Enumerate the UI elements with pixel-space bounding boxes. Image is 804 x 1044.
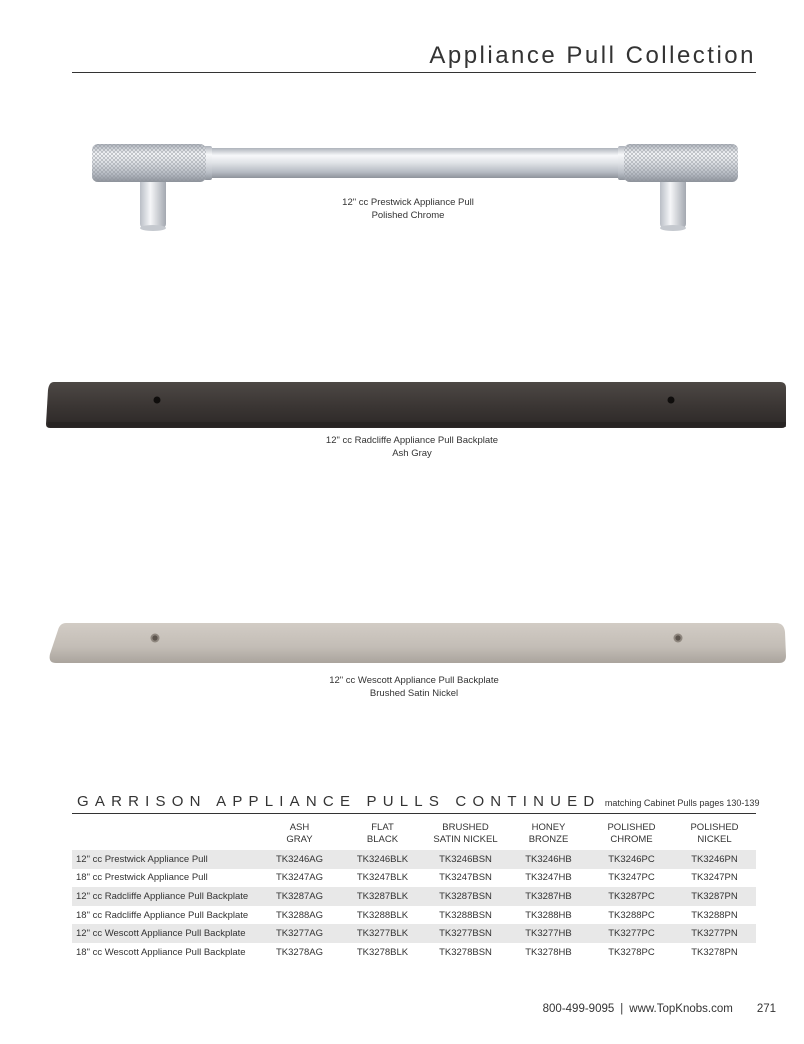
page-number: 271	[756, 1003, 776, 1015]
sku-cell: TK3246PN	[673, 850, 756, 869]
sku-cell: TK3287BLK	[341, 887, 424, 906]
phone-number: 800-499-9095	[542, 1003, 615, 1015]
sku-cell: TK3278PC	[608, 946, 655, 958]
sku-cell: TK3287HB	[507, 887, 590, 906]
header-blank	[72, 822, 258, 850]
sku-cell: TK3278HB	[525, 946, 572, 958]
sku-cell: TK3278BLK	[356, 946, 409, 958]
section-divider	[72, 813, 756, 814]
sku-cell: TK3246AG	[258, 850, 341, 869]
sku-cell: TK3246HB	[507, 850, 590, 869]
product-caption-prestwick	[208, 196, 608, 222]
sku-cell: TK3277PN	[673, 924, 756, 943]
sku-cell: TK3287BSN	[424, 887, 507, 906]
caption-finish: Ash Gray	[392, 448, 432, 459]
section-note: matching Cabinet Pulls pages 130-139	[604, 798, 760, 808]
sku-cell: TK3278BSN	[439, 946, 492, 958]
sku-cell: TK3277BLK	[341, 924, 424, 943]
caption-name: 12" cc Prestwick Appliance Pull	[342, 197, 474, 208]
sku-cell: TK3288PN	[691, 909, 738, 921]
row-product-name: 12" cc Radcliffe Appliance Pull Backplate	[72, 887, 258, 906]
sku-cell: TK3247BLK	[356, 872, 409, 884]
sku-cell: TK3288BLK	[356, 909, 409, 921]
sku-cell: TK3287PN	[673, 887, 756, 906]
caption-name: 12" cc Radcliffe Appliance Pull Backplate	[325, 435, 499, 446]
table-row	[72, 869, 756, 888]
sku-cell: TK3288PC	[608, 909, 655, 921]
sku-cell: TK3247PN	[691, 872, 738, 884]
column-header: POLISHED NICKEL	[690, 822, 739, 845]
sku-cell: TK3287AG	[258, 887, 341, 906]
column-header: BRUSHED SATIN NICKEL	[433, 822, 498, 845]
sku-cell: TK3247AG	[276, 872, 323, 884]
footer-separator: |	[620, 1003, 624, 1015]
column-header: POLISHED CHROME	[607, 822, 656, 845]
sku-cell: TK3277PC	[590, 924, 673, 943]
row-product-name: 18" cc Radcliffe Appliance Pull Backplate	[76, 909, 249, 921]
table-row	[72, 887, 756, 906]
caption-finish: Brushed Satin Nickel	[369, 688, 459, 699]
sku-cell: TK3278PN	[691, 946, 738, 958]
table-row	[72, 906, 756, 925]
table-row	[72, 943, 756, 962]
column-header: ASH GRAY	[286, 822, 313, 845]
sku-cell: TK3288HB	[525, 909, 572, 921]
section-title: GARRISON APPLIANCE PULLS CONTINUED	[77, 793, 601, 810]
sku-cell: TK3277HB	[507, 924, 590, 943]
sku-cell: TK3246BLK	[341, 850, 424, 869]
row-product-name: 12" cc Wescott Appliance Pull Backplate	[72, 924, 258, 943]
table-row	[72, 850, 756, 869]
sku-cell: TK3278AG	[276, 946, 323, 958]
row-product-name: 18" cc Prestwick Appliance Pull	[76, 872, 208, 884]
caption-finish: Polished Chrome	[371, 210, 445, 221]
sku-cell: TK3277BSN	[424, 924, 507, 943]
sku-cell: TK3288BSN	[439, 909, 492, 921]
caption-name: 12" cc Wescott Appliance Pull Backplate	[329, 675, 499, 686]
section-heading	[77, 793, 759, 811]
row-product-name: 18" cc Wescott Appliance Pull Backplate	[76, 946, 246, 958]
sku-cell: TK3287PC	[590, 887, 673, 906]
column-header: HONEY BRONZE	[528, 822, 569, 845]
sku-cell: TK3288AG	[276, 909, 323, 921]
sku-cell: TK3247HB	[525, 872, 572, 884]
title-divider	[72, 72, 756, 73]
sku-cell: TK3277AG	[258, 924, 341, 943]
product-sku-table	[72, 822, 756, 962]
table-row	[72, 924, 756, 943]
product-caption-wescott	[214, 674, 614, 700]
page-title: Appliance Pull Collection	[429, 42, 756, 69]
product-caption-radcliffe	[212, 434, 612, 460]
sku-cell: TK3247BSN	[439, 872, 492, 884]
sku-cell: TK3246BSN	[424, 850, 507, 869]
column-header: FLAT BLACK	[366, 822, 399, 845]
website-link[interactable]: www.TopKnobs.com	[629, 1003, 733, 1015]
row-product-name: 12" cc Prestwick Appliance Pull	[72, 850, 258, 869]
sku-cell: TK3247PC	[608, 872, 655, 884]
wescott-backplate-image	[44, 620, 790, 666]
page-footer	[543, 1003, 776, 1015]
radcliffe-backplate-image	[44, 380, 790, 430]
table-header-row	[72, 822, 756, 850]
sku-cell: TK3246PC	[590, 850, 673, 869]
